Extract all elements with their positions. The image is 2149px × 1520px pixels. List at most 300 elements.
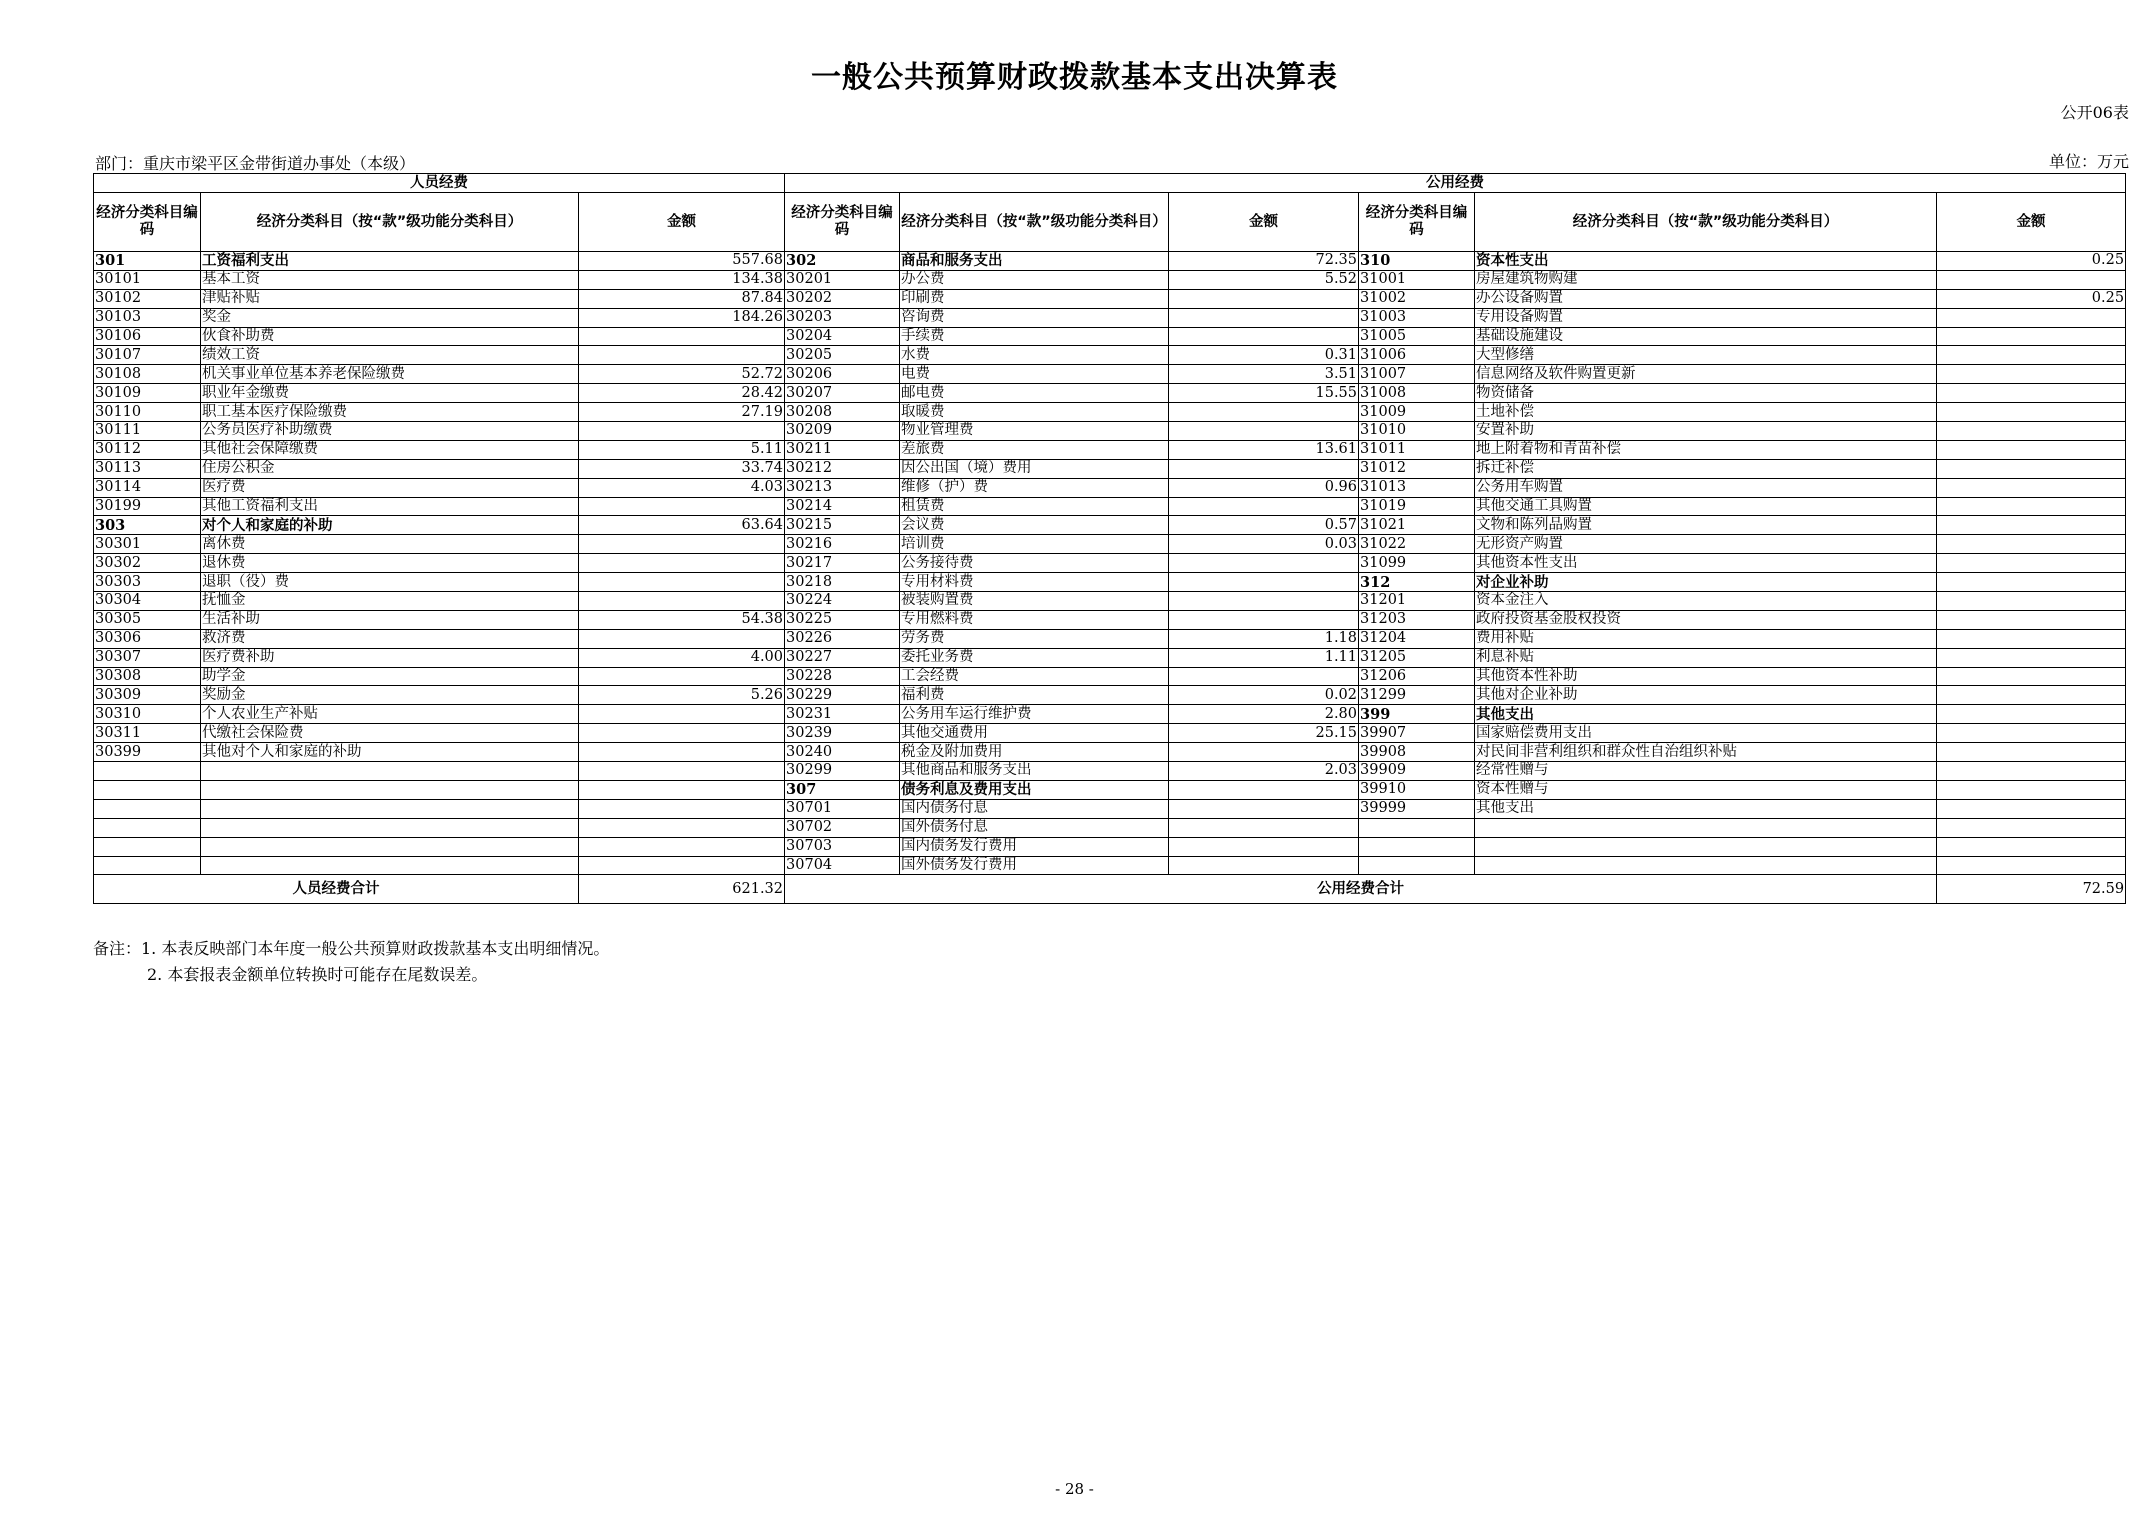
table-row	[94, 384, 2126, 403]
col-header-amount: 金额	[1937, 193, 2126, 252]
cell-name: 奖金	[201, 308, 579, 327]
cell-code	[1359, 837, 1475, 856]
cell-amount: 63.64	[579, 516, 785, 535]
table-row	[94, 478, 2126, 497]
cell-amount	[1169, 459, 1359, 478]
personnel-header: 人员经费	[94, 174, 785, 193]
table-row	[94, 724, 2126, 743]
cell-name: 职工基本医疗保险缴费	[201, 403, 579, 422]
cell-amount: 0.25	[1937, 289, 2126, 308]
cell-name: 债务利息及费用支出	[900, 780, 1169, 799]
cell-code: 39999	[1359, 799, 1475, 818]
cell-code: 30302	[94, 554, 201, 573]
cell-name: 费用补贴	[1475, 629, 1937, 648]
cell-amount	[579, 346, 785, 365]
table-row	[94, 270, 2126, 289]
cell-name	[201, 818, 579, 837]
cell-code: 302	[785, 252, 900, 271]
cell-code: 30112	[94, 440, 201, 459]
cell-name: 税金及附加费用	[900, 743, 1169, 762]
cell-amount: 5.11	[579, 440, 785, 459]
cell-name: 邮电费	[900, 384, 1169, 403]
cell-amount	[1937, 365, 2126, 384]
cell-name	[1475, 856, 1937, 875]
cell-code: 30703	[785, 837, 900, 856]
col-header-amount: 金额	[579, 193, 785, 252]
cell-code: 30107	[94, 346, 201, 365]
cell-amount: 4.03	[579, 478, 785, 497]
cell-code: 30216	[785, 535, 900, 554]
table-row	[94, 629, 2126, 648]
cell-amount: 0.96	[1169, 478, 1359, 497]
cell-amount	[579, 743, 785, 762]
cell-code: 31299	[1359, 686, 1475, 705]
cell-code: 31019	[1359, 497, 1475, 516]
cell-code: 31201	[1359, 592, 1475, 611]
cell-code: 30239	[785, 724, 900, 743]
cell-amount	[579, 724, 785, 743]
cell-name: 专用材料费	[900, 573, 1169, 592]
cell-amount: 1.18	[1169, 629, 1359, 648]
cell-name	[201, 780, 579, 799]
cell-code: 30207	[785, 384, 900, 403]
cell-name: 被装购置费	[900, 592, 1169, 611]
cell-name: 津贴补贴	[201, 289, 579, 308]
table-row	[94, 346, 2126, 365]
cell-amount	[1937, 837, 2126, 856]
cell-name: 对个人和家庭的补助	[201, 516, 579, 535]
cell-amount	[1937, 478, 2126, 497]
table-row	[94, 403, 2126, 422]
table-row	[94, 554, 2126, 573]
cell-name: 其他交通费用	[900, 724, 1169, 743]
cell-amount: 184.26	[579, 308, 785, 327]
cell-name: 其他对企业补助	[1475, 686, 1937, 705]
cell-amount	[1937, 422, 2126, 441]
cell-amount	[1169, 592, 1359, 611]
cell-amount	[1937, 780, 2126, 799]
cell-code: 31006	[1359, 346, 1475, 365]
cell-name: 公务员医疗补助缴费	[201, 422, 579, 441]
table-row	[94, 780, 2126, 799]
cell-amount	[1169, 289, 1359, 308]
table-row	[94, 573, 2126, 592]
cell-name: 咨询费	[900, 308, 1169, 327]
public-total-value: 72.59	[1937, 875, 2126, 904]
cell-name: 其他工资福利支出	[201, 497, 579, 516]
cell-amount: 54.38	[579, 610, 785, 629]
cell-name: 住房公积金	[201, 459, 579, 478]
col-header-name: 经济分类科目（按“款”级功能分类科目）	[1475, 193, 1937, 252]
cell-amount	[1937, 403, 2126, 422]
table-row	[94, 422, 2126, 441]
cell-amount: 2.03	[1169, 762, 1359, 781]
cell-name: 生活补助	[201, 610, 579, 629]
cell-amount: 5.26	[579, 686, 785, 705]
cell-amount: 33.74	[579, 459, 785, 478]
col-header-code: 经济分类科目编码	[1359, 193, 1475, 252]
cell-code: 30209	[785, 422, 900, 441]
cell-amount	[1937, 346, 2126, 365]
cell-amount: 15.55	[1169, 384, 1359, 403]
cell-amount	[1169, 818, 1359, 837]
cell-code: 30201	[785, 270, 900, 289]
cell-code: 30217	[785, 554, 900, 573]
cell-amount	[1169, 837, 1359, 856]
cell-amount: 28.42	[579, 384, 785, 403]
cell-code: 30202	[785, 289, 900, 308]
cell-code: 30204	[785, 327, 900, 346]
cell-amount	[579, 799, 785, 818]
cell-code: 31013	[1359, 478, 1475, 497]
cell-name: 专用燃料费	[900, 610, 1169, 629]
cell-name: 国外债务发行费用	[900, 856, 1169, 875]
cell-amount	[579, 837, 785, 856]
cell-name: 离休费	[201, 535, 579, 554]
cell-name	[201, 837, 579, 856]
cell-code: 31009	[1359, 403, 1475, 422]
table-row	[94, 667, 2126, 686]
cell-code: 31012	[1359, 459, 1475, 478]
cell-name	[1475, 818, 1937, 837]
cell-code: 39908	[1359, 743, 1475, 762]
cell-name: 物业管理费	[900, 422, 1169, 441]
cell-name	[201, 762, 579, 781]
table-row	[94, 327, 2126, 346]
cell-amount: 134.38	[579, 270, 785, 289]
cell-amount	[579, 629, 785, 648]
cell-code: 39910	[1359, 780, 1475, 799]
cell-code: 30304	[94, 592, 201, 611]
cell-amount	[579, 780, 785, 799]
cell-name: 大型修缮	[1475, 346, 1937, 365]
cell-code: 30205	[785, 346, 900, 365]
cell-code: 31001	[1359, 270, 1475, 289]
col-header-code: 经济分类科目编码	[785, 193, 900, 252]
table-row	[94, 837, 2126, 856]
cell-code: 30110	[94, 403, 201, 422]
cell-name: 基本工资	[201, 270, 579, 289]
cell-code: 30113	[94, 459, 201, 478]
cell-name: 公务用车购置	[1475, 478, 1937, 497]
cell-name: 福利费	[900, 686, 1169, 705]
cell-name: 其他对个人和家庭的补助	[201, 743, 579, 762]
cell-name: 国家赔偿费用支出	[1475, 724, 1937, 743]
cell-code: 31021	[1359, 516, 1475, 535]
cell-name: 专用设备购置	[1475, 308, 1937, 327]
cell-amount	[1169, 554, 1359, 573]
cell-amount	[1937, 554, 2126, 573]
personnel-total-label: 人员经费合计	[94, 875, 579, 904]
cell-code: 31008	[1359, 384, 1475, 403]
table-row	[94, 535, 2126, 554]
cell-name: 其他资本性补助	[1475, 667, 1937, 686]
cell-name: 退职（役）费	[201, 573, 579, 592]
cell-code: 30106	[94, 327, 201, 346]
cell-name: 抚恤金	[201, 592, 579, 611]
cell-code: 30109	[94, 384, 201, 403]
cell-code: 30399	[94, 743, 201, 762]
cell-amount	[579, 667, 785, 686]
cell-code: 30218	[785, 573, 900, 592]
cell-name: 办公费	[900, 270, 1169, 289]
cell-amount	[579, 327, 785, 346]
cell-name: 土地补偿	[1475, 403, 1937, 422]
cell-amount	[1937, 667, 2126, 686]
cell-amount: 0.57	[1169, 516, 1359, 535]
cell-amount	[1937, 270, 2126, 289]
cell-amount	[1937, 818, 2126, 837]
cell-code: 30311	[94, 724, 201, 743]
cell-amount	[579, 535, 785, 554]
cell-name: 会议费	[900, 516, 1169, 535]
cell-code: 30108	[94, 365, 201, 384]
cell-amount: 0.31	[1169, 346, 1359, 365]
cell-name	[1475, 837, 1937, 856]
cell-amount	[1937, 799, 2126, 818]
cell-name: 其他社会保障缴费	[201, 440, 579, 459]
totals-row	[94, 875, 2126, 904]
cell-name: 印刷费	[900, 289, 1169, 308]
col-header-code: 经济分类科目编码	[94, 193, 201, 252]
cell-code: 399	[1359, 705, 1475, 724]
cell-amount	[1169, 497, 1359, 516]
cell-amount	[1937, 856, 2126, 875]
table-row	[94, 856, 2126, 875]
cell-code: 30228	[785, 667, 900, 686]
cell-code: 30303	[94, 573, 201, 592]
cell-code: 30225	[785, 610, 900, 629]
cell-amount: 1.11	[1169, 648, 1359, 667]
cell-code: 31005	[1359, 327, 1475, 346]
cell-name: 办公设备购置	[1475, 289, 1937, 308]
cell-name: 经常性赠与	[1475, 762, 1937, 781]
cell-code: 30206	[785, 365, 900, 384]
cell-name	[201, 799, 579, 818]
cell-name: 机关事业单位基本养老保险缴费	[201, 365, 579, 384]
table-row	[94, 516, 2126, 535]
cell-code: 39909	[1359, 762, 1475, 781]
cell-name: 基础设施建设	[1475, 327, 1937, 346]
cell-name: 利息补贴	[1475, 648, 1937, 667]
cell-amount	[1937, 440, 2126, 459]
cell-name: 信息网络及软件购置更新	[1475, 365, 1937, 384]
cell-name: 对企业补助	[1475, 573, 1937, 592]
cell-code	[1359, 818, 1475, 837]
cell-amount	[579, 705, 785, 724]
unit-label: 单位：万元	[2048, 152, 2129, 171]
cell-name: 助学金	[201, 667, 579, 686]
cell-code	[94, 799, 201, 818]
cell-amount: 5.52	[1169, 270, 1359, 289]
cell-name: 国外债务付息	[900, 818, 1169, 837]
cell-amount	[1169, 327, 1359, 346]
cell-amount	[1937, 648, 2126, 667]
cell-code: 30299	[785, 762, 900, 781]
cell-amount: 4.00	[579, 648, 785, 667]
cell-amount: 0.25	[1937, 252, 2126, 271]
cell-code: 30101	[94, 270, 201, 289]
cell-name: 其他支出	[1475, 799, 1937, 818]
col-header-amount: 金额	[1169, 193, 1359, 252]
cell-amount: 0.03	[1169, 535, 1359, 554]
cell-code	[94, 762, 201, 781]
cell-name: 医疗费	[201, 478, 579, 497]
table-body	[94, 252, 2126, 875]
cell-amount: 2.80	[1169, 705, 1359, 724]
cell-code: 30306	[94, 629, 201, 648]
cell-code: 30224	[785, 592, 900, 611]
cell-code	[94, 837, 201, 856]
cell-name: 职业年金缴费	[201, 384, 579, 403]
cell-name: 其他支出	[1475, 705, 1937, 724]
cell-amount	[579, 762, 785, 781]
cell-name: 政府投资基金股权投资	[1475, 610, 1937, 629]
cell-amount	[1169, 743, 1359, 762]
cell-code	[94, 818, 201, 837]
cell-amount	[579, 573, 785, 592]
cell-code: 30103	[94, 308, 201, 327]
department-label: 部门：重庆市梁平区金带街道办事处（本级）	[95, 154, 416, 173]
cell-amount	[579, 856, 785, 875]
cell-code: 30307	[94, 648, 201, 667]
cell-name: 公务接待费	[900, 554, 1169, 573]
cell-name: 资本金注入	[1475, 592, 1937, 611]
cell-name: 医疗费补助	[201, 648, 579, 667]
cell-code: 30199	[94, 497, 201, 516]
cell-code: 30701	[785, 799, 900, 818]
cell-code: 30227	[785, 648, 900, 667]
cell-amount: 25.15	[1169, 724, 1359, 743]
cell-amount	[1937, 743, 2126, 762]
cell-code: 30226	[785, 629, 900, 648]
cell-name: 资本性赠与	[1475, 780, 1937, 799]
cell-code: 31003	[1359, 308, 1475, 327]
cell-name: 安置补助	[1475, 422, 1937, 441]
table-row	[94, 818, 2126, 837]
cell-name: 取暖费	[900, 403, 1169, 422]
cell-code: 30215	[785, 516, 900, 535]
note-line: 2. 本套报表金额单位转换时可能存在尾数误差。	[147, 965, 488, 984]
cell-name: 电费	[900, 365, 1169, 384]
cell-name: 培训费	[900, 535, 1169, 554]
cell-code: 30308	[94, 667, 201, 686]
cell-code: 31099	[1359, 554, 1475, 573]
cell-code: 30231	[785, 705, 900, 724]
cell-code: 30114	[94, 478, 201, 497]
cell-code: 30240	[785, 743, 900, 762]
col-header-name: 经济分类科目（按“款”级功能分类科目）	[201, 193, 579, 252]
cell-amount	[1169, 667, 1359, 686]
cell-name: 委托业务费	[900, 648, 1169, 667]
cell-amount	[1937, 384, 2126, 403]
cell-amount: 72.35	[1169, 252, 1359, 271]
cell-code: 30229	[785, 686, 900, 705]
cell-code: 31205	[1359, 648, 1475, 667]
cell-code	[94, 780, 201, 799]
cell-amount	[1937, 535, 2126, 554]
cell-name: 文物和陈列品购置	[1475, 516, 1937, 535]
personnel-total-value: 621.32	[579, 875, 785, 904]
table-row	[94, 743, 2126, 762]
cell-name: 差旅费	[900, 440, 1169, 459]
cell-code: 30203	[785, 308, 900, 327]
cell-name: 救济费	[201, 629, 579, 648]
cell-name: 水费	[900, 346, 1169, 365]
form-number: 公开06表	[2060, 103, 2129, 122]
cell-name: 伙食补助费	[201, 327, 579, 346]
table-row	[94, 610, 2126, 629]
cell-amount	[1937, 516, 2126, 535]
cell-code: 30704	[785, 856, 900, 875]
table-row	[94, 440, 2126, 459]
cell-amount	[1169, 422, 1359, 441]
cell-amount: 3.51	[1169, 365, 1359, 384]
table-row	[94, 459, 2126, 478]
cell-code: 30305	[94, 610, 201, 629]
cell-code: 31022	[1359, 535, 1475, 554]
cell-name: 绩效工资	[201, 346, 579, 365]
table-row	[94, 308, 2126, 327]
cell-amount	[1169, 403, 1359, 422]
cell-name: 商品和服务支出	[900, 252, 1169, 271]
page-title: 一般公共预算财政拨款基本支出决算表	[811, 60, 1338, 95]
cell-amount	[1937, 610, 2126, 629]
table-row	[94, 497, 2126, 516]
table-row	[94, 289, 2126, 308]
cell-name: 劳务费	[900, 629, 1169, 648]
cell-name: 对民间非营利组织和群众性自治组织补贴	[1475, 743, 1937, 762]
cell-amount	[579, 818, 785, 837]
cell-name: 其他交通工具购置	[1475, 497, 1937, 516]
cell-name	[201, 856, 579, 875]
cell-amount: 87.84	[579, 289, 785, 308]
cell-amount	[579, 497, 785, 516]
cell-amount	[1937, 762, 2126, 781]
cell-amount	[1937, 705, 2126, 724]
table-row	[94, 705, 2126, 724]
cell-code: 30214	[785, 497, 900, 516]
cell-code: 31206	[1359, 667, 1475, 686]
cell-amount	[579, 592, 785, 611]
page-number: - 28 -	[1055, 1480, 1094, 1498]
cell-code: 39907	[1359, 724, 1475, 743]
cell-amount	[1937, 629, 2126, 648]
cell-name: 物资储备	[1475, 384, 1937, 403]
cell-code	[94, 856, 201, 875]
cell-name: 奖励金	[201, 686, 579, 705]
table-row	[94, 648, 2126, 667]
cell-code: 310	[1359, 252, 1475, 271]
notes	[93, 936, 609, 988]
cell-code: 30309	[94, 686, 201, 705]
cell-amount	[1937, 308, 2126, 327]
cell-code: 31010	[1359, 422, 1475, 441]
table-row	[94, 762, 2126, 781]
public-header: 公用经费	[785, 174, 2126, 193]
cell-amount	[1937, 497, 2126, 516]
cell-amount	[1937, 592, 2126, 611]
col-header-name: 经济分类科目（按“款”级功能分类科目）	[900, 193, 1169, 252]
cell-amount	[1169, 610, 1359, 629]
cell-name: 地上附着物和青苗补偿	[1475, 440, 1937, 459]
table-row	[94, 799, 2126, 818]
public-total-label: 公用经费合计	[785, 875, 1937, 904]
cell-amount: 52.72	[579, 365, 785, 384]
cell-code: 31204	[1359, 629, 1475, 648]
cell-code: 303	[94, 516, 201, 535]
cell-name: 因公出国（境）费用	[900, 459, 1169, 478]
